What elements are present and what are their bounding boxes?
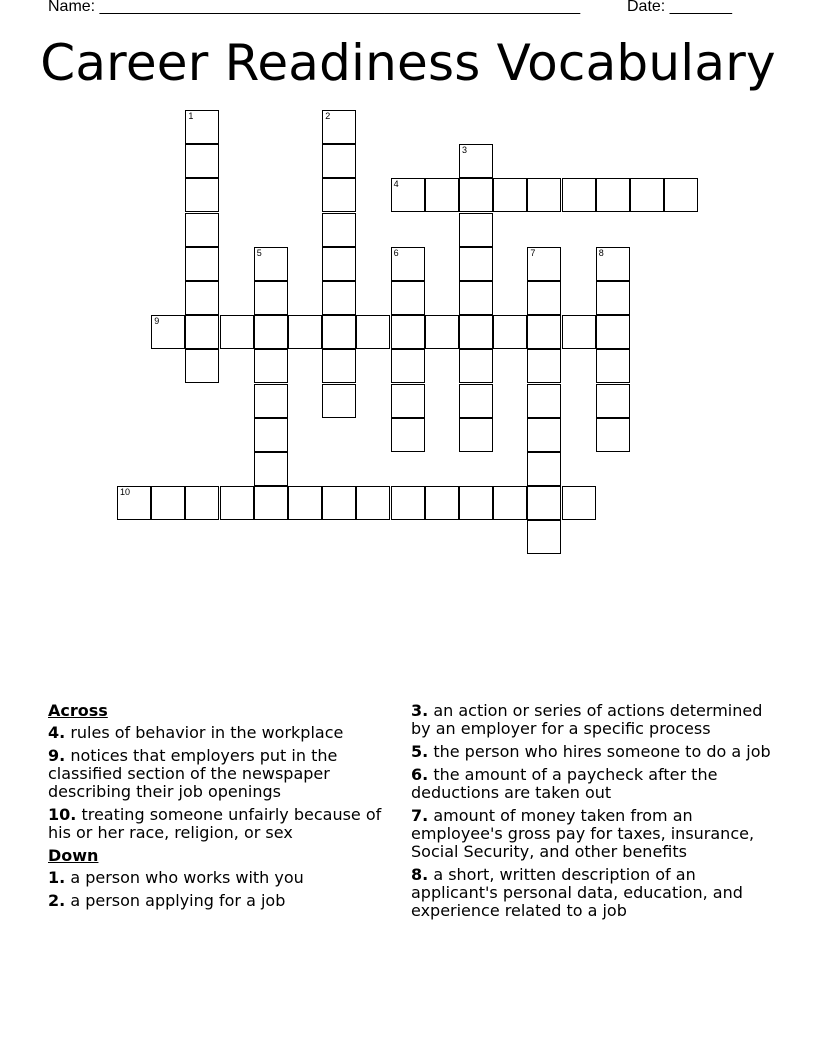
- crossword-cell[interactable]: [459, 349, 493, 383]
- clue-number: 7.: [411, 806, 429, 825]
- crossword-cell[interactable]: [562, 486, 596, 520]
- date-field[interactable]: Date: _______: [627, 0, 732, 15]
- crossword-cell[interactable]: [425, 315, 459, 349]
- clue-text: the person who hires someone to do a job: [433, 742, 771, 761]
- crossword-cell[interactable]: [425, 486, 459, 520]
- crossword-cell[interactable]: [459, 315, 493, 349]
- page-title: Career Readiness Vocabulary: [40, 34, 776, 92]
- crossword-cell[interactable]: [254, 315, 288, 349]
- crossword-cell[interactable]: [527, 315, 561, 349]
- crossword-cell[interactable]: [185, 247, 219, 281]
- crossword-cell[interactable]: [254, 281, 288, 315]
- crossword-cell[interactable]: [596, 178, 630, 212]
- clue-number: 9.: [48, 746, 66, 765]
- crossword-cell[interactable]: [527, 486, 561, 520]
- crossword-cell[interactable]: [356, 315, 390, 349]
- clue-number: 10.: [48, 805, 77, 824]
- crossword-cell[interactable]: [596, 349, 630, 383]
- crossword-cell[interactable]: [185, 281, 219, 315]
- crossword-cell[interactable]: [391, 486, 425, 520]
- crossword-cell[interactable]: [151, 315, 185, 349]
- clue-down-1: [48, 869, 398, 887]
- crossword-cell[interactable]: [151, 486, 185, 520]
- crossword-cell[interactable]: [596, 247, 630, 281]
- crossword-cell[interactable]: [493, 315, 527, 349]
- crossword-cell[interactable]: [391, 349, 425, 383]
- crossword-cell[interactable]: [322, 281, 356, 315]
- crossword-cell[interactable]: [459, 486, 493, 520]
- crossword-cell[interactable]: [459, 281, 493, 315]
- crossword-cell[interactable]: [322, 110, 356, 144]
- crossword-cell[interactable]: [391, 418, 425, 452]
- clue-text: notices that employers put in the classified section of the newspaper describing their job openings: [48, 746, 338, 801]
- clue-text: a person applying for a job: [70, 891, 286, 910]
- crossword-cell[interactable]: [596, 384, 630, 418]
- crossword-cell[interactable]: [596, 315, 630, 349]
- crossword-cell[interactable]: [254, 486, 288, 520]
- crossword-cell[interactable]: [459, 418, 493, 452]
- clue-number: 3.: [411, 701, 429, 720]
- cell-number: 9: [154, 316, 160, 327]
- cell-number: 5: [256, 247, 262, 258]
- crossword-cell[interactable]: [322, 178, 356, 212]
- crossword-cell[interactable]: [391, 178, 425, 212]
- clue-text: amount of money taken from an employee's gross pay for taxes, insurance, Social Security, and other benefits: [411, 806, 755, 861]
- crossword-cell[interactable]: [527, 384, 561, 418]
- cell-number: 7: [530, 247, 536, 258]
- crossword-cell[interactable]: [185, 178, 219, 212]
- clue-text: an action or series of actions determined by an employer for a specific process: [411, 701, 763, 738]
- crossword-cell[interactable]: [185, 315, 219, 349]
- crossword-cell[interactable]: [254, 247, 288, 281]
- crossword-cell[interactable]: [630, 178, 664, 212]
- crossword-cell[interactable]: [185, 144, 219, 178]
- down-heading: Down: [48, 846, 99, 865]
- crossword-cell[interactable]: [562, 178, 596, 212]
- clue-number: 4.: [48, 723, 66, 742]
- crossword-cell[interactable]: [527, 349, 561, 383]
- crossword-cell[interactable]: [322, 486, 356, 520]
- clue-down-3: [411, 702, 771, 738]
- crossword-cell[interactable]: [596, 281, 630, 315]
- crossword-cell[interactable]: [185, 110, 219, 144]
- crossword-cell[interactable]: [459, 247, 493, 281]
- crossword-cell[interactable]: [527, 452, 561, 486]
- crossword-cell[interactable]: [322, 247, 356, 281]
- clue-down-6: [411, 766, 771, 802]
- crossword-cell[interactable]: [356, 486, 390, 520]
- crossword-cell[interactable]: [391, 315, 425, 349]
- clue-down-8: [411, 866, 771, 920]
- cell-number: 2: [325, 111, 331, 121]
- clue-number: 5.: [411, 742, 429, 761]
- crossword-cell[interactable]: [185, 213, 219, 247]
- clue-text: treating someone unfairly because of his or her race, religion, or sex: [48, 805, 382, 842]
- crossword-cell[interactable]: [459, 178, 493, 212]
- clues-right-column: [411, 702, 771, 925]
- crossword-cell[interactable]: [459, 384, 493, 418]
- crossword-cell[interactable]: [220, 315, 254, 349]
- crossword-cell[interactable]: [596, 418, 630, 452]
- crossword-cell[interactable]: [527, 281, 561, 315]
- crossword-cell[interactable]: [254, 452, 288, 486]
- crossword-cell[interactable]: [254, 384, 288, 418]
- cell-number: 6: [393, 247, 399, 258]
- clue-down-7: [411, 807, 771, 861]
- crossword-cell[interactable]: [185, 349, 219, 383]
- clue-across-9: [48, 747, 398, 801]
- crossword-cell[interactable]: [527, 178, 561, 212]
- cell-number: 3: [462, 145, 468, 156]
- crossword-cell[interactable]: [527, 247, 561, 281]
- clue-down-5: [411, 743, 771, 761]
- clue-number: 2.: [48, 891, 66, 910]
- crossword-cell[interactable]: [459, 213, 493, 247]
- crossword-cell[interactable]: [254, 349, 288, 383]
- crossword-cell[interactable]: [220, 486, 254, 520]
- crossword-cell[interactable]: [288, 315, 322, 349]
- crossword-cell[interactable]: [664, 178, 698, 212]
- crossword-cell[interactable]: [493, 486, 527, 520]
- clue-text: a short, written description of an applicant's personal data, education, and experience related to a job: [411, 865, 743, 920]
- crossword-cell[interactable]: [288, 486, 322, 520]
- clue-down-2: [48, 892, 398, 910]
- clue-number: 6.: [411, 765, 429, 784]
- crossword-cell[interactable]: [459, 144, 493, 178]
- crossword-cell[interactable]: [322, 384, 356, 418]
- crossword-cell[interactable]: [425, 178, 459, 212]
- clue-number: 8.: [411, 865, 429, 884]
- crossword-cell[interactable]: [322, 315, 356, 349]
- crossword-cell[interactable]: [117, 486, 151, 520]
- clue-text: the amount of a paycheck after the deductions are taken out: [411, 765, 718, 802]
- crossword-cell[interactable]: [527, 418, 561, 452]
- cell-number: 8: [598, 247, 604, 258]
- clue-number: 1.: [48, 868, 66, 887]
- crossword-cell[interactable]: [562, 315, 596, 349]
- crossword-cell[interactable]: [254, 418, 288, 452]
- crossword-cell[interactable]: [493, 178, 527, 212]
- crossword-cell[interactable]: [391, 281, 425, 315]
- clues-left-column: [48, 702, 398, 915]
- crossword-cell[interactable]: [322, 213, 356, 247]
- clue-across-4: [48, 724, 398, 742]
- crossword-cell[interactable]: [185, 486, 219, 520]
- crossword-cell[interactable]: [391, 247, 425, 281]
- cell-number: 10: [120, 487, 131, 498]
- crossword-cell[interactable]: [391, 384, 425, 418]
- clue-text: rules of behavior in the workplace: [70, 723, 344, 742]
- cell-number: 4: [393, 179, 399, 190]
- name-field[interactable]: Name: ______________________________________________________: [48, 0, 581, 15]
- cell-number: 1: [188, 111, 194, 121]
- across-heading: Across: [48, 701, 108, 720]
- crossword-cell[interactable]: [322, 349, 356, 383]
- clue-across-10: [48, 806, 398, 842]
- crossword-cell[interactable]: [322, 144, 356, 178]
- crossword-cell[interactable]: [527, 520, 561, 554]
- clue-text: a person who works with you: [70, 868, 304, 887]
